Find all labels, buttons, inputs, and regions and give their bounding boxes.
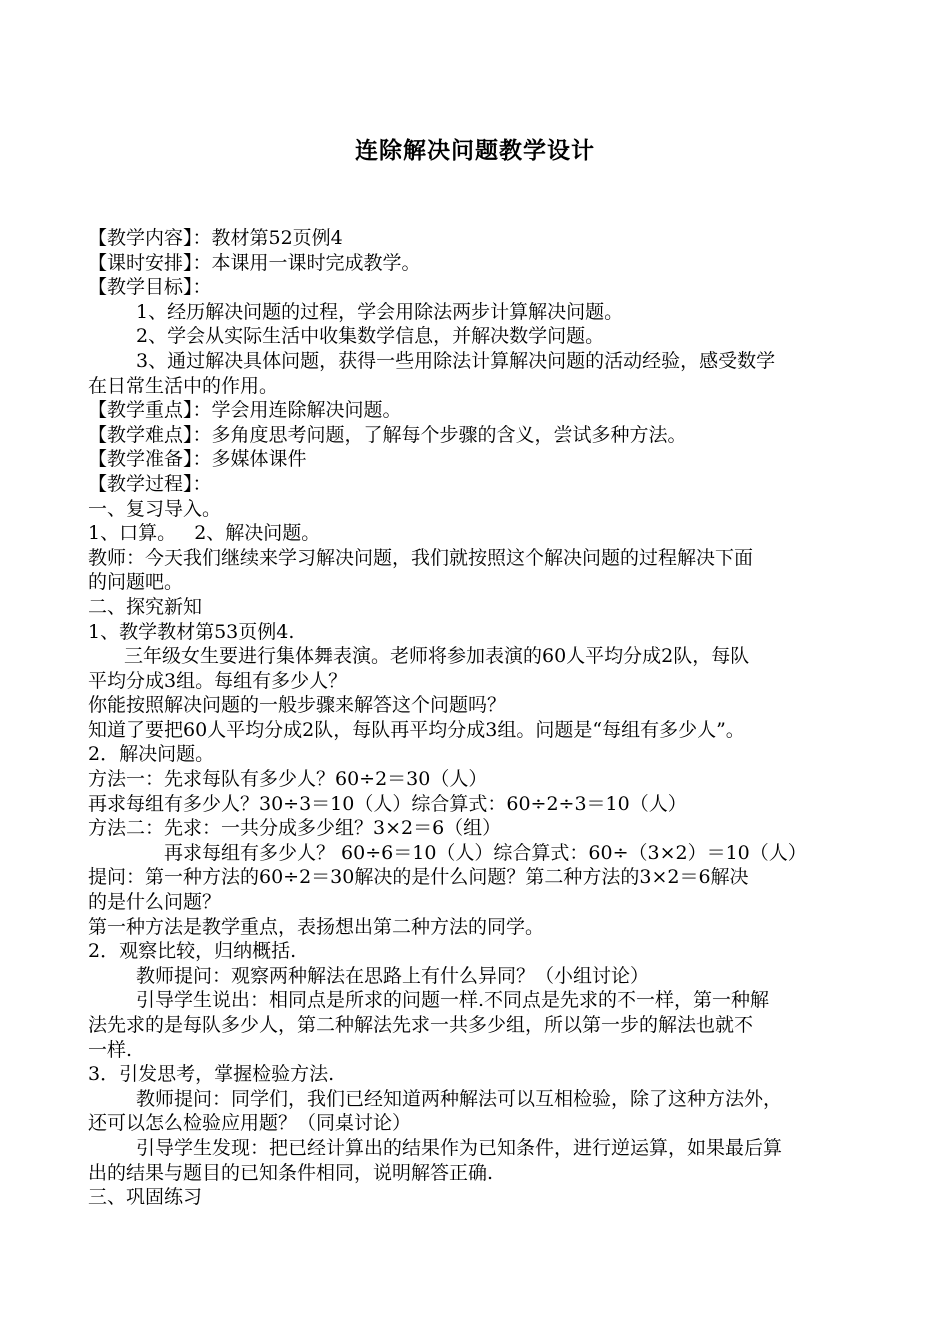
goal-2: 2、学会从实际生活中收集数学信息，并解决数学问题。 [136, 325, 605, 348]
guide-students-1-end: 一样. [88, 1038, 133, 1061]
teacher-question-1: 教师提问：观察两种解法在思路上有什么异同？（小组讨论） [136, 964, 650, 987]
method-2-step-1: 方法二：先求：一共分成多少组？3×2＝6（组） [88, 817, 502, 840]
known-conditions-line: 知道了要把60人平均分成2队，每队再平均分成3组。问题是“每组有多少人”。 [88, 718, 745, 741]
guide-students-2: 引导学生发现：把已经计算出的结果作为已知条件，进行逆运算，如果最后算 [136, 1136, 783, 1159]
class-schedule-line: 【课时安排】：本课用一课时完成教学。 [88, 251, 421, 274]
teaching-difficulty-line: 【教学难点】：多角度思考问题，了解每个步骤的含义，尝试多种方法。 [88, 423, 687, 446]
section-3-heading: 三、巩固练习 [88, 1186, 203, 1209]
question-line: 你能按照解决问题的一般步骤来解答这个问题吗？ [88, 694, 507, 717]
solve-problem-heading: 2．解决问题。 [88, 743, 215, 766]
method-2-step-2: 再求每组有多少人？ 60÷6＝10（人）综合算式：60÷（3×2）＝10（人） [164, 841, 807, 864]
teacher-intro-continued: 的问题吧。 [88, 571, 184, 594]
example-4-heading: 1、教学教材第53页例4. [88, 620, 295, 643]
teaching-emphasis-line: 第一种方法是教学重点，表扬想出第二种方法的同学。 [88, 915, 545, 938]
review-items-line: 1、口算。 2、解决问题。 [88, 522, 321, 545]
method-1-step-1: 方法一：先求每队有多少人？60÷2＝30（人） [88, 768, 488, 791]
teaching-process-heading: 【教学过程】： [88, 472, 212, 495]
section-1-heading: 一、复习导入。 [88, 497, 222, 520]
goal-3-continued: 在日常生活中的作用。 [88, 374, 279, 397]
compare-heading: 2．观察比较，归纳概括. [88, 940, 297, 963]
problem-statement-continued: 平均分成3组。每组有多少人？ [88, 669, 348, 692]
teaching-focus-line: 【教学重点】：学会用连除解决问题。 [88, 399, 402, 422]
verification-heading: 3．引发思考，掌握检验方法. [88, 1063, 335, 1086]
problem-statement-line: 三年级女生要进行集体舞表演。老师将参加表演的60人平均分成2队，每队 [124, 645, 750, 668]
section-2-heading: 二、探究新知 [88, 595, 203, 618]
method-1-step-2: 再求每组有多少人？30÷3＝10（人）综合算式：60÷2÷3＝10（人） [88, 792, 687, 815]
guide-students-1-continued: 法先求的是每队多少人，第二种解法先求一共多少组，所以第一步的解法也就不 [88, 1014, 754, 1036]
question-prompt-continued: 的是什么问题？ [88, 891, 222, 914]
goal-1: 1、经历解决问题的过程，学会用除法两步计算解决问题。 [136, 300, 624, 323]
teaching-goals-heading: 【教学目标】： [88, 276, 212, 299]
document-body [88, 226, 868, 1210]
teacher-question-2: 教师提问：同学们，我们已经知道两种解法可以互相检验，除了这种方法外， [136, 1087, 783, 1110]
teaching-preparation-line: 【教学准备】：多媒体课件 [88, 448, 307, 471]
question-prompt-line: 提问：第一种方法的60÷2＝30解决的是什么问题？第二种方法的3×2＝6解决 [88, 866, 749, 889]
teaching-content-line: 【教学内容】：教材第52页例4 [88, 227, 343, 249]
teacher-intro-line: 教师：今天我们继续来学习解决问题，我们就按照这个解决问题的过程解决下面 [88, 546, 754, 569]
guide-students-1: 引导学生说出：相同点是所求的问题一样.不同点是先求的不一样，第一种解 [136, 989, 770, 1012]
goal-3: 3、通过解决具体问题，获得一些用除法计算解决问题的活动经验，感受数学 [136, 349, 776, 372]
document-title: 连除解决问题教学设计 [355, 138, 595, 164]
teacher-question-2-continued: 还可以怎么检验应用题？（同桌讨论） [88, 1112, 412, 1135]
guide-students-2-continued: 出的结果与题目的已知条件相同，说明解答正确. [88, 1161, 494, 1184]
